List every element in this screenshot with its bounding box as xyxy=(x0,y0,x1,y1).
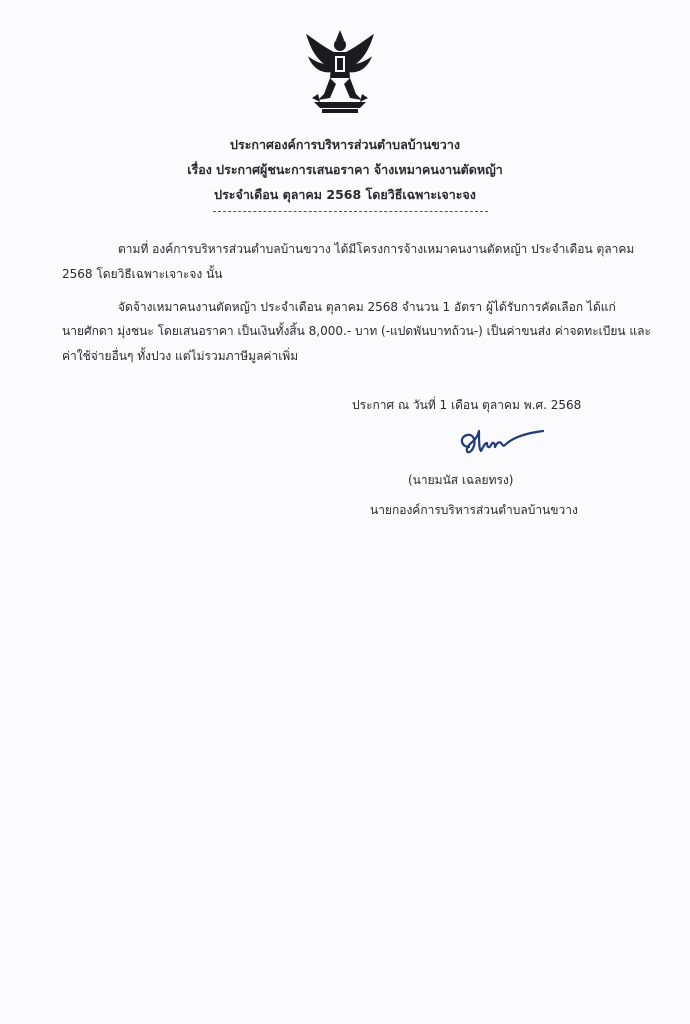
paragraph-2-line-1: จัดจ้างเหมาคนงานตัดหญ้า ประจำเดือน ตุลาคม 2568 จำนวน 1 อัตรา ผู้ได้รับการคัดเลือก ได้แก่ xyxy=(118,300,616,314)
announcement-date: ประกาศ ณ วันที่ 1 เดือน ตุลาคม พ.ศ. 2568 xyxy=(352,398,582,412)
signature-image xyxy=(455,425,547,461)
paragraph-2-line-2: นายศักดา มุ่งชนะ โดยเสนอราคา เป็นเงินทั้งสิ้น 8,000.- บาท (-แปดพันบาทถ้วน-) เป็นค่าขนส่ง ค่าจดทะเบียน และ xyxy=(62,324,651,338)
paragraph-1-line-1: ตามที่ องค์การบริหารส่วนตำบลบ้านขวาง ได้มีโครงการจ้างเหมาคนงานตัดหญ้า ประจำเดือน ตุลาคม xyxy=(118,242,635,256)
divider xyxy=(213,211,488,212)
garuda-emblem-icon xyxy=(300,28,380,114)
paragraph-1-line-2: 2568 โดยวิธีเฉพาะเจาะจง นั้น xyxy=(62,267,223,281)
paragraph-2-line-3: ค่าใช้จ่ายอื่นๆ ทั้งปวง แต่ไม่รวมภาษีมูลค่าเพิ่ม xyxy=(62,349,299,363)
title-subject: เรื่อง ประกาศผู้ชนะการเสนอราคา จ้างเหมาคนงานตัดหญ้า xyxy=(187,162,503,177)
signer-name: (นายมนัส เฉลยทรง) xyxy=(408,473,514,487)
title-organization: ประกาศองค์การบริหารส่วนตำบลบ้านขวาง xyxy=(230,137,460,152)
signer-position: นายกองค์การบริหารส่วนตำบลบ้านขวาง xyxy=(370,503,578,517)
title-period: ประจำเดือน ตุลาคม 2568 โดยวิธีเฉพาะเจาะจง xyxy=(214,187,476,202)
